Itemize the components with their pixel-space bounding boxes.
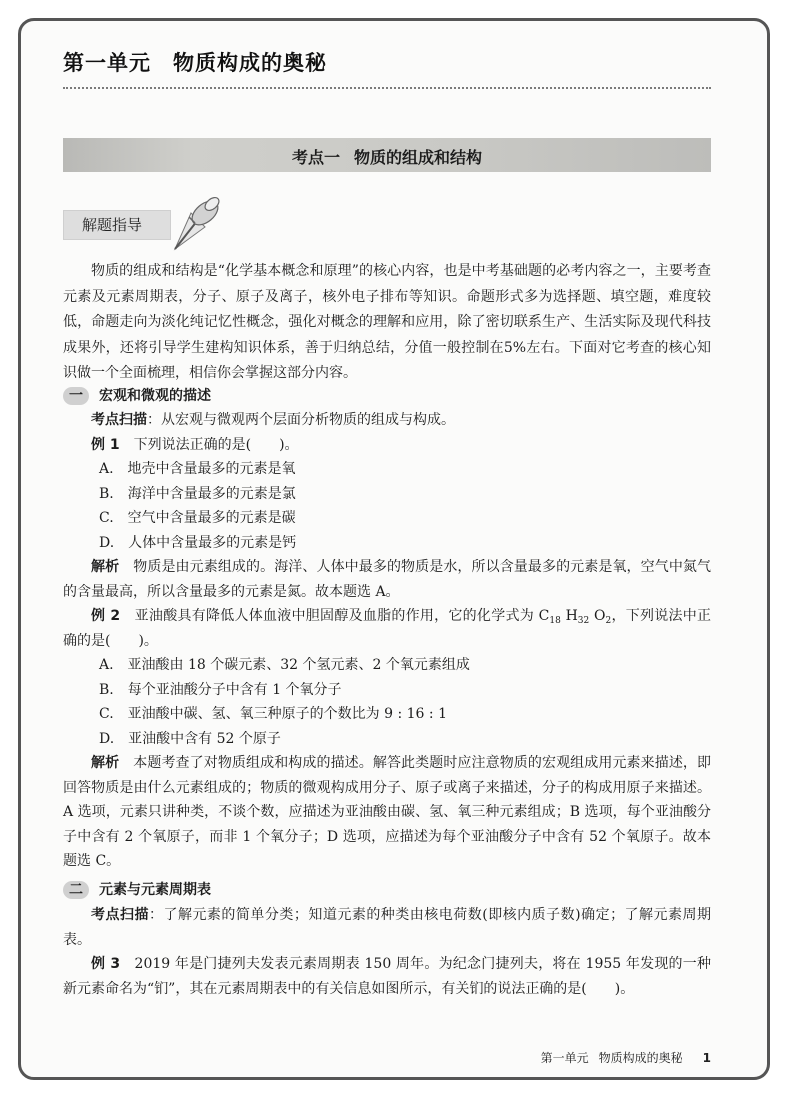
example-2-analysis: 解析 本题考查了对物质组成和构成的描述。解答此类题时应注意物质的宏观组成用元素来描述，即回答物质是由什么元素组成的；物质的微观构成用分子、原子或离子来描述，分子的构成用原子来描述。A 选项，元素只讲种类，不谈个数，应描述为亚油酸由碳、氢、氧三种元素组成；B 选项，每个亚油酸分子中含有 2 个氧原子，而非 1 个氧分子；D 选项，应描述为每个亚油酸分子中含有 52 个氧原子。故本题选 C。 bbox=[63, 755, 711, 869]
intro-block bbox=[63, 259, 711, 387]
footer-title: 物质构成的奥秘 bbox=[598, 1051, 683, 1065]
option-d: D. 亚油酸中含有 52 个原子 bbox=[99, 730, 281, 747]
pushpin-icon bbox=[161, 189, 229, 255]
intro-paragraph: 物质的组成和结构是“化学基本概念和原理”的核心内容，也是中考基础题的必考内容之一，主要考查元素及元素周期表，分子、原子及离子，核外电子排布等知识。命题形式多为选择题、填空题，难度较低，命题走向为淡化纯记忆性概念，强化对概念的理解和应用，除了密切联系生产、生活实际及现代科技成果外，还将引导学生建构知识体系，善于归纳总结，分值一般控制在5%左右。下面对它考查的核心知识做一个全面梳理，相信你会掌握这部分内容。 bbox=[63, 263, 711, 382]
example-2-question: 例 2 亚油酸具有降低人体血液中胆固醇及血脂的作用，它的化学式为 $C_{18}$ $H_{32}$ $O_2$，下列说法中正确的是( )。 bbox=[63, 608, 712, 649]
section-2-body bbox=[63, 903, 711, 1001]
topic-banner bbox=[63, 138, 711, 172]
topic-name: 物质的组成和结构 bbox=[354, 148, 483, 167]
option-c: C. 亚油酸中碳、氢、氧三种原子的个数比为 9 : 16 : 1 bbox=[99, 706, 447, 722]
scan-line: 考点扫描：了解元素的简单分类；知道元素的种类由核电荷数(即核内质子数)确定；了解元素周期表。 bbox=[63, 907, 712, 948]
footer-unit: 第一单元 bbox=[540, 1051, 589, 1065]
option-a: A. 亚油酸由 18 个碳元素、32 个氢元素、2 个氧元素组成 bbox=[99, 657, 470, 673]
section-heading-1 bbox=[63, 385, 211, 407]
chapter-title bbox=[63, 47, 327, 77]
example-3-question: 例 3 2019 年是门捷列夫发表元素周期表 150 周年。为纪念门捷列夫，将在 1955 年发现的一种新元素命名为“钔”，其在元素周期表中的有关信息如图所示，有关钔的说法正确的是( )。 bbox=[63, 956, 712, 997]
option-b: B. 海洋中含量最多的元素是氯 bbox=[99, 485, 296, 502]
section-title: 元素与元素周期表 bbox=[99, 882, 211, 898]
option-a: A. 地壳中含量最多的元素是氧 bbox=[99, 461, 296, 477]
section-heading-2 bbox=[63, 879, 211, 901]
page-number: 1 bbox=[702, 1051, 711, 1065]
option-d: D. 人体中含量最多的元素是钙 bbox=[99, 534, 297, 551]
chapter-name: 物质构成的奥秘 bbox=[173, 51, 327, 75]
section-number: 一 bbox=[63, 387, 89, 405]
example-1-analysis: 解析 物质是由元素组成的。海洋、人体中最多的物质是水，所以含量最多的元素是氧，空气中氮气的含量最高，所以含量最多的元素是氮。故本题选 A。 bbox=[63, 559, 711, 600]
option-b: B. 每个亚油酸分子中含有 1 个氧分子 bbox=[99, 681, 342, 698]
option-c: C. 空气中含量最多的元素是碳 bbox=[99, 510, 296, 526]
page-frame bbox=[18, 18, 770, 1080]
title-divider bbox=[63, 87, 711, 89]
guide-label: 解题指导 bbox=[63, 210, 171, 240]
page-footer bbox=[541, 1049, 711, 1066]
topic-point: 考点一 bbox=[291, 148, 340, 167]
topic-title bbox=[63, 145, 711, 168]
section-1-body bbox=[63, 408, 711, 874]
section-number: 二 bbox=[63, 881, 89, 899]
example-1-question: 例 1 下列说法正确的是( )。 bbox=[91, 436, 299, 453]
chapter-unit: 第一单元 bbox=[63, 51, 151, 75]
scan-line: 考点扫描：从宏观与微观两个层面分析物质的组成与构成。 bbox=[91, 412, 455, 428]
section-title: 宏观和微观的描述 bbox=[99, 388, 211, 404]
